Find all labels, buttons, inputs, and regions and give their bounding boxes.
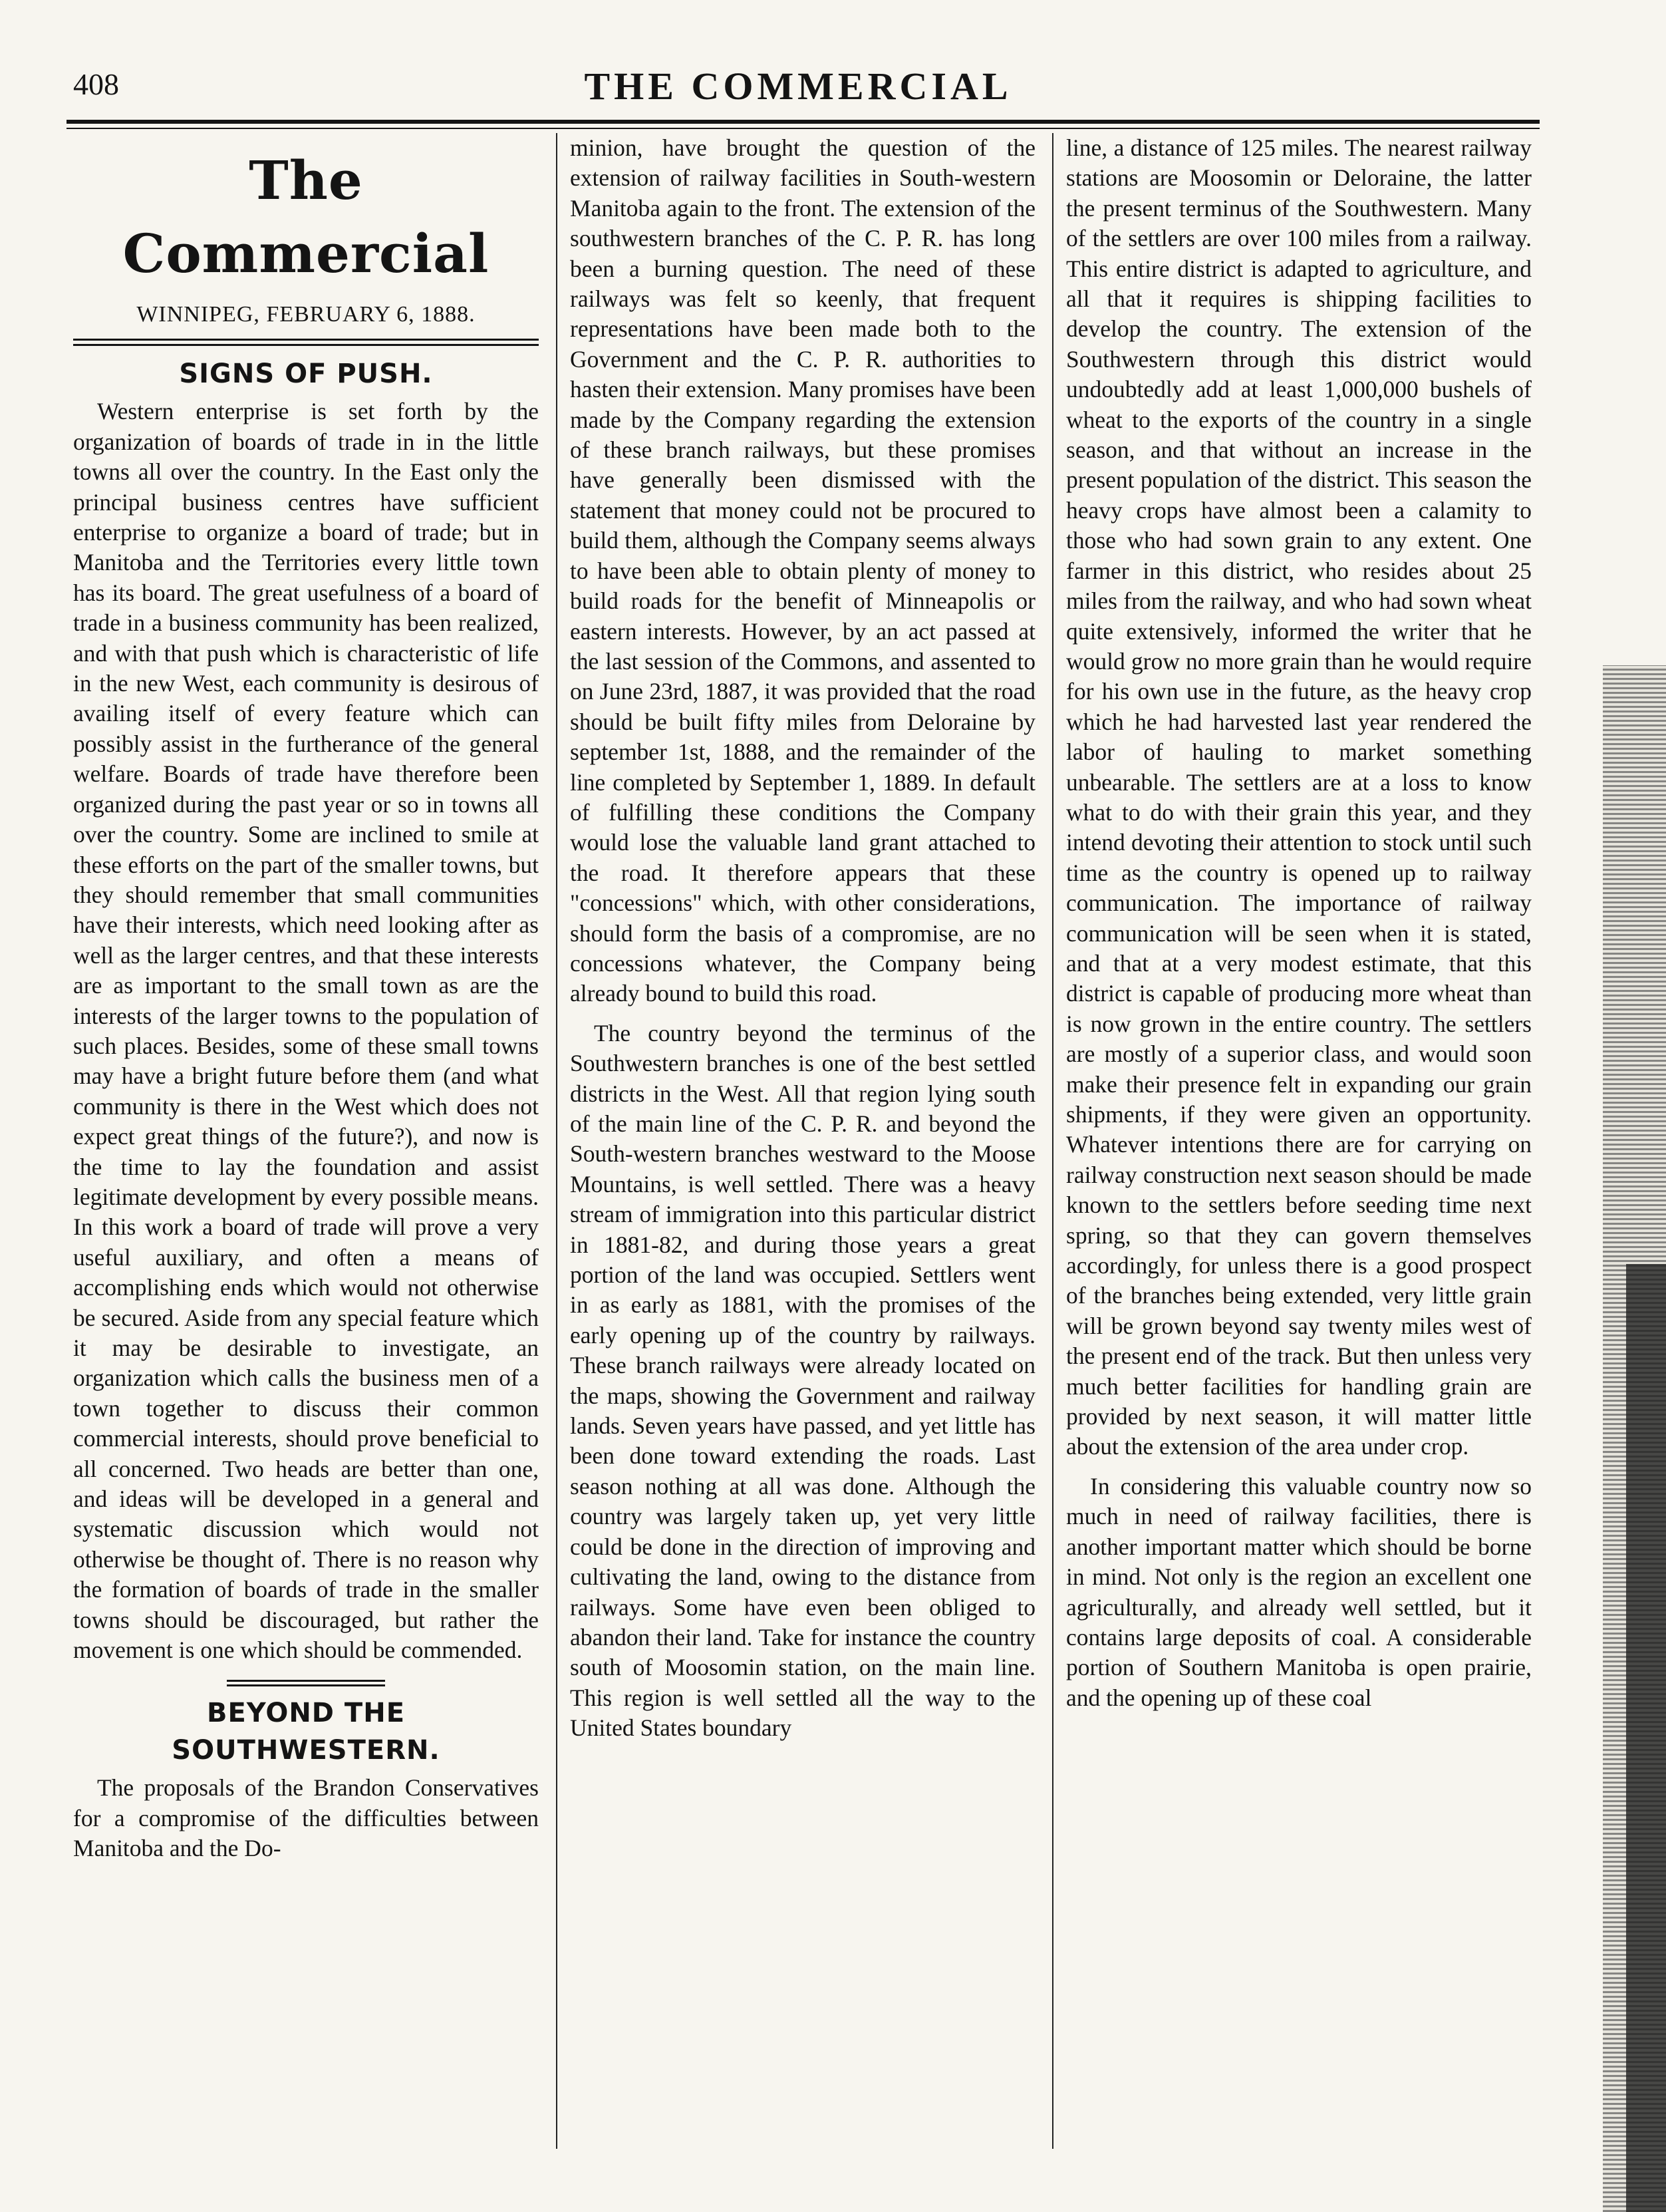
header-rule-thin	[67, 128, 1540, 129]
column-divider	[1052, 133, 1053, 2149]
article-paragraph: In considering this valuable country now so much in need of railway facilities, there is another important matter which should be borne in mind. Not only is the region an excellent one agriculturally, and already well settled, but it contains large deposits of coal. A considerable portion of Southern Manitoba is open prairie, and the opening up of these coal	[1066, 1472, 1532, 1711]
page-header	[67, 64, 1530, 117]
paper-title: The Commercial	[122, 149, 489, 285]
article-paragraph: line, a distance of 125 miles. The nearest railway stations are Moosomin or Deloraine, the latter the present terminus of the Southwestern. Many of the settlers are over 100 miles from a railway. This entire district is adapted to agriculture, and all that it requires is shipping facilities to develop the country. The extension of the Southwestern through this district would undoubtedly add at least 1,000,000 bushels of wheat to the exports of the country in a single season, and that without an increase in the present population of the district. This season the heavy crops have almost been a calamity to those who had sown grain to any extent. One farmer in this district, who resides about 25 miles from the railway, and who had sown wheat quite extensively, informed the writer that he would grow no more grain than he would require for his own use in the future, as the heavy crop which he had harvested last year rendered the labor of hauling to market something unbearable. The settlers are at a loss to know what to do with their grain this year, and they intend devoting their attention to stock until such time as the country is opened up to railway communication. The importance of railway communication will be seen when it is stated, and that at a very modest estimate, that this district is capable of producing more wheat than is now grown in the entire country. The settlers are mostly of a superior class, and would soon make their presence felt in expanding our grain shipments, if they were given an opportunity. Whatever intentions there are for carrying on railway construction next season should be made known to the settlers before seeding time next spring, so that they can govern themselves accordingly, for unless there is a good prospect of the branches being extended, very little grain will be grown beyond say twenty miles west of the present end of the track. But then unless very much better facilities for handling grain are provided by next season, it will matter little about the extension of the area under crop.	[1066, 134, 1532, 1460]
article-paragraph: The country beyond the terminus of the Southwestern branches is one of the best settled districts in the West. All that region lying south of the main line of the C. P. R. and beyond the South-western branches westward to the Moose Mountains, is well settled. There was a heavy stream of immigration into this particular district in 1881-82, and during those years a great portion of the land was occupied. Settlers went in as early as 1881, with the promises of the early opening up of the country by railways. These branch railways were already located on the maps, showing the Government and railway lands. Seven years have passed, and yet little has been done toward extending the roads. Last season nothing at all was done. Although the country was largely taken up, yet very little could be done in the direction of improving and cultivating the land, owing to the distance from railways. Some have even been obliged to abandon their land. Take for instance the country south of Moosomin station, on the main line. This region is well settled all the way to the United States boundary	[570, 1019, 1036, 1742]
article-heading: SIGNS OF PUSH.	[179, 359, 433, 390]
section-rule	[73, 339, 539, 346]
column-1	[73, 133, 539, 2149]
article-paragraph: Western enterprise is set forth by the organization of boards of trade in in the little towns all over the country. In the East only the principal business centres have sufficient enterprise to organize a board of trade; but in Manitoba and the Territories every little town has its board. The great usefulness of a board of trade in a business community has been realized, and with that push which is characteristic of life in the new West, each community is desirous of availing itself of every feature which can possibly assist in the furtherance of the general welfare. Boards of trade have therefore been organized during the past year or so in towns all over the country. Some are inclined to smile at these efforts on the part of the smaller towns, but they should remember that small communities have their interests, which need looking after as well as the larger centres, and that these interests are as important to the small town as are the interests of the larger towns to the population of such places. Besides, some of these small towns may have a bright future before them (and what community is there in the West which does not expect great things of the future?), and now is the time to lay the foundation and assist legitimate development by every possible means. In this work a board of trade will prove a very useful auxiliary, and often a means of accomplishing ends which would not otherwise be secured. Aside from any special feature which it may be desirable to investigate, an organization which calls the business men of a town together to discuss their common commercial interests, should prove beneficial to all concerned. Two heads are better than one, and ideas will be developed in a general and systematic discussion which would not otherwise be thought of. There is no reason why the formation of boards of trade in the smaller towns should be discouraged, but rather the movement is one which should be commended.	[73, 398, 539, 1664]
article-heading: BEYOND THE SOUTHWESTERN.	[172, 1698, 440, 1766]
column-divider	[556, 133, 557, 2149]
dateline: WINNIPEG, FEBRUARY 6, 1888.	[136, 302, 476, 327]
column-2	[570, 133, 1036, 2149]
article-paragraph: minion, have brought the question of the extension of railway facilities in South-western Manitoba again to the front. The extension of the southwestern branches of the C. P. R. has long been a burning question. The need of these railways was felt so keenly, that frequent representations have been made both to the Government and the C. P. R. authorities to hasten their extension. Many promises have been made by the Company regarding the extension of these branch railways, but these promises have generally been dismissed with the statement that money could not be procured to build them, although the Company seems always to have been able to obtain plenty of money to build roads for the benefit of Minneapolis or eastern interests. However, by an act passed at the last session of the Commons, and assented to on June 23rd, 1887, it was provided that the road should be built fifty miles from Deloraine by september 1st, 1888, and the remainder of the line completed by September 1, 1889. In default of fulfilling these conditions the Company would lose the valuable land grant attached to the road. It therefore appears that these "concessions" which, with other considerations, should form the basis of a compromise, are no concessions whatever, the Company being already bound to build this road.	[570, 134, 1036, 1007]
scan-edge-shadow	[1626, 1264, 1666, 2212]
header-rule	[67, 120, 1540, 124]
page-number: 408	[73, 67, 119, 101]
section-rule	[227, 1680, 385, 1686]
running-masthead: THE COMMERCIAL	[584, 65, 1012, 108]
column-3	[1066, 133, 1532, 2149]
article-paragraph: The proposals of the Brandon Conservatives for a compromise of the difficulties between Manitoba and the Do-	[73, 1774, 539, 1862]
